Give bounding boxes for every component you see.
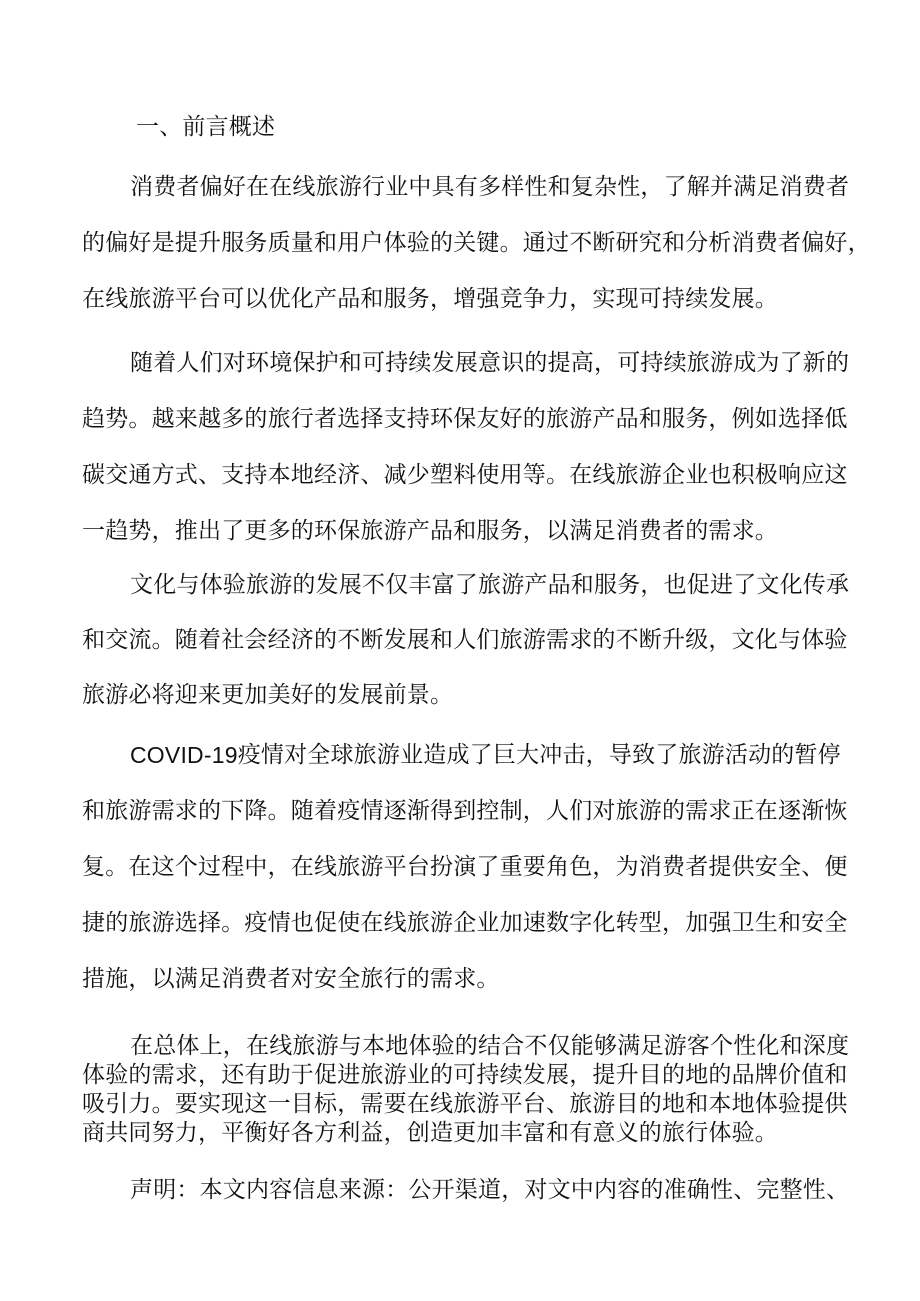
paragraph-3-line-2: 和交流。随着社会经济的不断发展和人们旅游需求的不断升级，文化与体验: [82, 627, 848, 653]
disclaimer: 声明：本文内容信息来源：公开渠道，对文中内容的准确性、完整性、: [130, 1177, 850, 1203]
paragraph-2-line-3: 碳交通方式、支持本地经济、减少塑料使用等。在线旅游企业也积极响应这: [82, 462, 848, 488]
paragraph-3-line-3: 旅游必将迎来更加美好的发展前景。: [82, 682, 454, 708]
paragraph-4-line-5: 措施，以满足消费者对安全旅行的需求。: [82, 966, 500, 992]
section-heading: 一、前言概述: [136, 114, 276, 140]
paragraph-4-line-1-text: 疫情对全球旅游业造成了巨大冲击，导致了旅游活动的暂停: [237, 742, 841, 768]
paragraph-4-line-4: 捷的旅游选择。疫情也促使在线旅游企业加速数字化转型，加强卫生和安全: [82, 910, 848, 936]
paragraph-5-line-4: 商共同努力，平衡好各方利益，创造更加丰富和有意义的旅行体验。: [82, 1120, 778, 1146]
paragraph-3-line-1: 文化与体验旅游的发展不仅丰富了旅游产品和服务，也促进了文化传承: [130, 572, 850, 598]
paragraph-4-line-2: 和旅游需求的下降。随着疫情逐渐得到控制，人们对旅游的需求正在逐渐恢: [82, 798, 848, 824]
paragraph-1-line-1: 消费者偏好在在线旅游行业中具有多样性和复杂性，了解并满足消费者: [130, 174, 850, 200]
paragraph-2-line-1: 随着人们对环境保护和可持续发展意识的提高，可持续旅游成为了新的: [130, 350, 850, 376]
paragraph-5-line-2: 体验的需求，还有助于促进旅游业的可持续发展，提升目的地的品牌价值和: [82, 1062, 848, 1088]
paragraph-5-line-3: 吸引力。要实现这一目标，需要在线旅游平台、旅游目的地和本地体验提供: [82, 1091, 848, 1117]
paragraph-2-line-2: 趋势。越来越多的旅行者选择支持环保友好的旅游产品和服务，例如选择低: [82, 406, 848, 432]
paragraph-4-line-3: 复。在这个过程中，在线旅游平台扮演了重要角色，为消费者提供安全、便: [82, 854, 848, 880]
paragraph-1-line-3: 在线旅游平台可以优化产品和服务，增强竞争力，实现可持续发展。: [82, 286, 778, 312]
paragraph-4-line-1: [130, 741, 840, 769]
paragraph-1-line-2: 的偏好是提升服务质量和用户体验的关键。通过不断研究和分析消费者偏好，: [82, 230, 871, 256]
covid-term: COVID-19: [130, 742, 238, 768]
paragraph-5-line-1: 在总体上，在线旅游与本地体验的结合不仅能够满足游客个性化和深度: [130, 1033, 850, 1059]
paragraph-2-line-4: 一趋势，推出了更多的环保旅游产品和服务，以满足消费者的需求。: [82, 518, 778, 544]
